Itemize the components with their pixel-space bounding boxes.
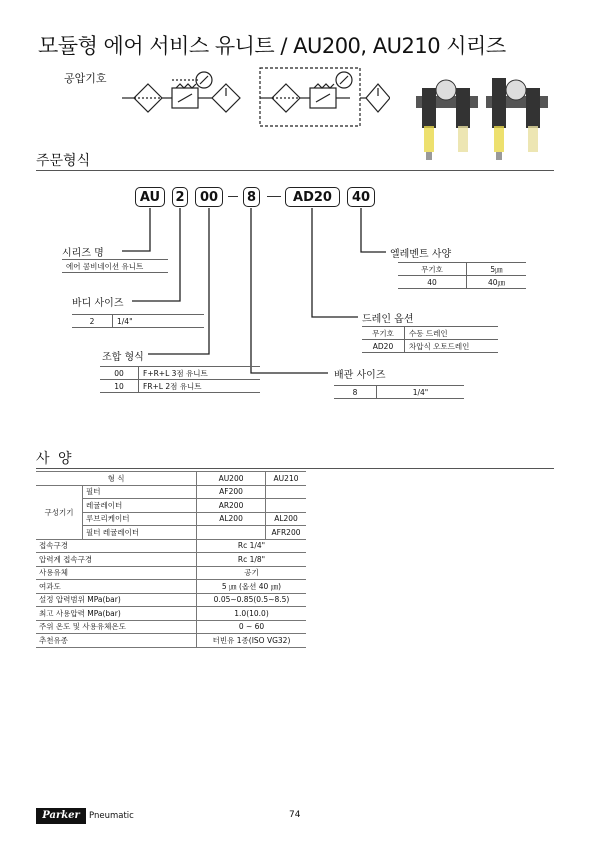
table-cell: 최고 사용압력 MPa(bar)	[36, 607, 197, 621]
symbol-label: 공압기호	[64, 72, 107, 85]
port-size-table	[334, 385, 464, 399]
spec-header-cell: AU200	[197, 472, 266, 486]
table-row	[36, 553, 306, 567]
table-cell: 차압식 오토드레인	[405, 340, 499, 353]
table-cell: 주위 온도 및 사용유체온도	[36, 620, 197, 634]
series-table	[62, 259, 168, 273]
table-cell: 1/4"	[377, 386, 465, 399]
table-cell: 접속구경	[36, 539, 197, 553]
table-cell: AR200	[197, 499, 266, 513]
table-row	[100, 367, 260, 380]
element-spec-table	[398, 262, 526, 289]
table-row	[362, 340, 498, 353]
table-cell: 추천유종	[36, 634, 197, 648]
table-cell: 수동 드레인	[405, 327, 499, 340]
code-series-box: AU	[135, 187, 165, 207]
table-row	[36, 485, 306, 499]
table-cell	[266, 499, 306, 513]
table-row	[36, 607, 306, 621]
table-cell: AF200	[197, 485, 266, 499]
table-cell: 5 ㎛ (옵션 40 ㎛)	[197, 580, 306, 594]
table-cell: AFR200	[266, 526, 306, 540]
spec-section-title: 사 양	[36, 451, 74, 467]
table-row	[72, 315, 204, 328]
table-cell: 5㎛	[467, 263, 527, 276]
table-row	[36, 580, 306, 594]
table-cell: 압력계 접속구경	[36, 553, 197, 567]
table-row	[62, 260, 168, 273]
series-value: 에어 콤비네이션 유니트	[62, 260, 168, 273]
table-cell: 1.0(10.0)	[197, 607, 306, 621]
table-row	[100, 380, 260, 393]
body-size-table	[72, 314, 204, 328]
table-row	[36, 539, 306, 553]
table-cell	[197, 526, 266, 540]
port-size-label: 배관 사이즈	[334, 370, 386, 381]
drain-option-table	[362, 326, 498, 353]
series-label: 시리즈 명	[62, 248, 104, 259]
code-port-size-box: 8	[243, 187, 260, 207]
table-cell: 00	[100, 367, 139, 380]
table-row	[36, 593, 306, 607]
combination-table	[100, 366, 260, 393]
table-cell: 0 ~ 60	[197, 620, 306, 634]
table-row	[36, 566, 306, 580]
table-row	[398, 276, 526, 289]
table-cell: 1/4"	[113, 315, 205, 328]
table-cell: Rc 1/8"	[197, 553, 306, 567]
table-row	[36, 472, 306, 486]
spec-group-label: 구성기기	[36, 485, 83, 539]
code-element-box: 40	[347, 187, 375, 207]
code-drain-box: AD20	[285, 187, 340, 207]
table-cell: 사용유체	[36, 566, 197, 580]
table-cell: 40㎛	[467, 276, 527, 289]
connector-lines	[0, 0, 590, 420]
page-title: 모듈형 에어 서비스 유니트 / AU200, AU210 시리즈	[38, 34, 506, 58]
table-cell: 터빈유 1종(ISO VG32)	[197, 634, 306, 648]
divider	[36, 468, 554, 469]
table-cell: 10	[100, 380, 139, 393]
table-row	[334, 386, 464, 399]
table-cell: 2	[72, 315, 113, 328]
table-cell	[266, 485, 306, 499]
table-cell: F+R+L 3점 유니트	[139, 367, 261, 380]
table-cell: 공기	[197, 566, 306, 580]
spec-header-cell: 형 식	[36, 472, 197, 486]
body-size-label: 바디 사이즈	[72, 298, 124, 309]
table-cell: 루브리케이터	[83, 512, 197, 526]
table-cell: 여과도	[36, 580, 197, 594]
page-number: 74	[289, 810, 301, 820]
table-cell: AD20	[362, 340, 405, 353]
spec-header-cell: AU210	[266, 472, 306, 486]
table-cell: AL200	[266, 512, 306, 526]
table-cell: AL200	[197, 512, 266, 526]
table-row	[398, 263, 526, 276]
order-section-title: 주문형식	[36, 153, 91, 169]
table-cell: 무기호	[362, 327, 405, 340]
table-cell: 40	[398, 276, 467, 289]
combination-label: 조합 형식	[102, 352, 144, 363]
code-combination-box: 00	[195, 187, 223, 207]
table-cell: 필터	[83, 485, 197, 499]
table-cell: 레귤레이터	[83, 499, 197, 513]
table-row	[36, 634, 306, 648]
parker-logo: Parker	[36, 808, 86, 824]
table-cell: 무기호	[398, 263, 467, 276]
table-cell: 설정 압력범위 MPa(bar)	[36, 593, 197, 607]
table-row	[36, 620, 306, 634]
table-cell: FR+L 2점 유니트	[139, 380, 261, 393]
table-cell: Rc 1/4"	[197, 539, 306, 553]
element-spec-label: 엘레멘트 사양	[390, 249, 452, 260]
table-cell: 필터 레귤레이터	[83, 526, 197, 540]
table-cell: 0.05~0.85(0.5~8.5)	[197, 593, 306, 607]
brand-text: Pneumatic	[89, 811, 134, 821]
table-cell: 8	[334, 386, 377, 399]
spec-table	[36, 471, 306, 648]
code-body-size-box: 2	[172, 187, 188, 207]
table-row	[362, 327, 498, 340]
drain-option-label: 드레인 옵션	[362, 314, 414, 325]
